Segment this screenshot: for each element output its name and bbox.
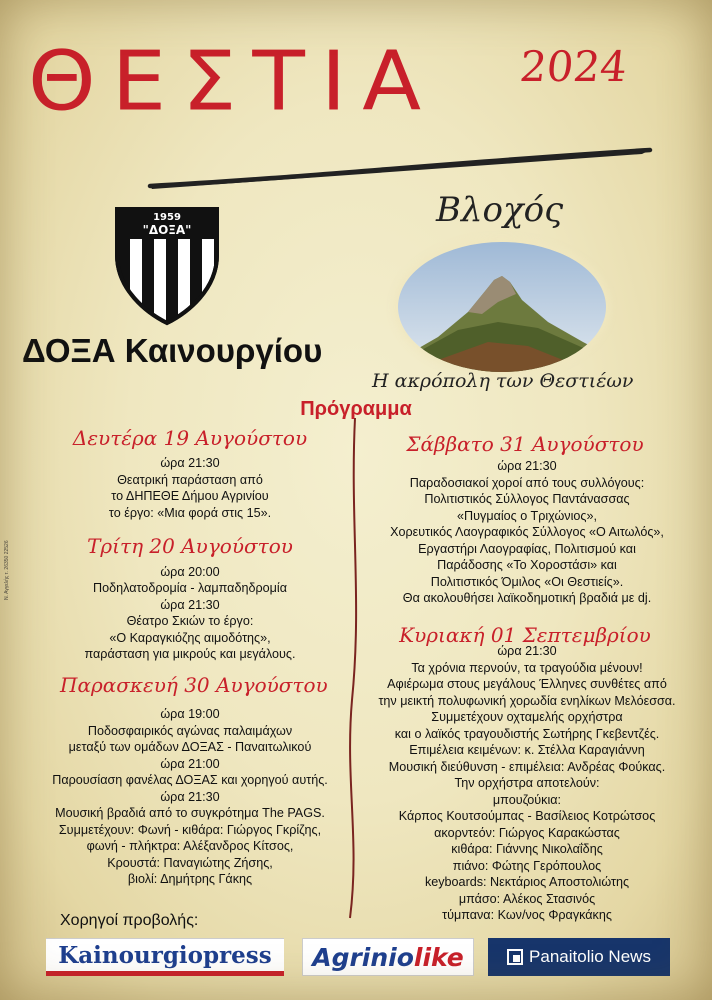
day-line: το ΔΗΠΕΘΕ Δήμου Αγρινίου	[111, 489, 269, 503]
day-line: ώρα 21:30	[160, 790, 220, 804]
day-line: Θέατρο Σκιών το έργο:	[126, 614, 254, 628]
day-line: Πολιτιστικός Σύλλογος Παντάνασσας	[424, 492, 630, 506]
day-line: μεταξύ των ομάδων ΔΟΞΑΣ - Παναιτωλικού	[68, 740, 312, 754]
day-line: την μεικτή πολυφωνική χορωδία ενηλίκων Μελόεσσα.	[378, 694, 676, 708]
day-line: και ο λαϊκός τραγουδιστής Σωτήρης Γκεβεντζές.	[394, 727, 660, 741]
day-heading-tuesday: Τρίτη 20 Αυγούστου	[87, 534, 293, 558]
day-heading-monday: Δευτέρα 19 Αυγούστου	[72, 426, 308, 450]
sponsor-name-part: Agrinio	[312, 942, 414, 972]
day-line: Τα χρόνια περνούν, τα τραγούδια μένουν!	[411, 661, 643, 675]
day-line: Παράδοσης «Το Χοροστάσι» και	[437, 558, 617, 572]
sponsor-name: Panaitolio News	[529, 947, 651, 966]
sponsor-agriniolike-logo	[302, 938, 474, 976]
day-line: τύμπανα: Κων/νος Φραγκάκης	[442, 908, 612, 922]
day-line: Μουσική διεύθυνση - επιμέλεια: Ανδρέας Φούκας.	[388, 760, 666, 774]
day-line: Χορευτικός Λαογραφικός Σύλλογος «Ο Αιτωλός»,	[390, 525, 664, 539]
day-line: Παρουσίαση φανέλας ΔΟΞΑΣ και χορηγού αυτής.	[52, 773, 328, 787]
day-line: μπάσο: Αλέκος Στασινός	[458, 892, 596, 906]
crest-year: 1959	[153, 212, 181, 223]
day-line: Ποδοσφαιρικός αγώνας παλαιμάχων	[87, 724, 293, 738]
day-line: Συμμετέχουν οχταμελής ορχήστρα	[431, 710, 623, 724]
day-line: ώρα 21:30	[160, 598, 220, 612]
day-line: Την ορχήστρα αποτελούν:	[454, 776, 600, 790]
day-line: Συμμετέχουν: Φωνή - κιθάρα: Γιώργος Γκρίζης,	[58, 823, 322, 837]
day-line: μπουζούκια:	[492, 793, 562, 807]
day-line: ώρα 21:30	[497, 459, 557, 473]
day-heading-saturday: Σάββατο 31 Αυγούστου	[406, 432, 644, 456]
day-line: Θεατρική παράσταση από	[117, 473, 263, 487]
sponsor-kainourgiopress-logo	[46, 938, 284, 976]
place-name: Βλοχός	[436, 190, 564, 230]
day-line: βιολί: Δημήτρης Γάκης	[127, 872, 253, 886]
day-line: Αφιέρωμα στους μεγάλους Έλληνες συνθέτες από	[387, 677, 667, 691]
day-line: Επιμέλεια κειμένων: κ. Στέλλα Καραγιάννη	[409, 743, 645, 757]
day-line: ακορντεόν: Γιώργος Καρακώστας	[434, 826, 620, 840]
day-line: ώρα 20:00	[160, 565, 220, 579]
day-line: κιθάρα: Γιάννης Νικολαΐδης	[451, 842, 603, 856]
sponsor-name: Kainourgiopress	[58, 941, 272, 969]
day-line: Κάρπος Κουτσούμπας - Βασίλειος Κοτρώτσος	[398, 809, 656, 823]
sponsor-panaitolio-news-logo	[488, 938, 670, 976]
printer-note: Ν. Αγγελής τ. 26350 22526	[4, 540, 10, 600]
day-line: παράσταση για μικρούς και μεγάλους.	[84, 647, 296, 661]
day-line: το έργο: «Μια φορά στις 15».	[108, 506, 272, 520]
day-line: keyboards: Νεκτάριος Αποστολιώτης	[424, 875, 630, 889]
day-line: «Πυγμαίος ο Τριχώνιος»,	[457, 509, 597, 523]
day-heading-sunday: Κυριακή 01 Σεπτεμβρίου	[399, 623, 651, 647]
day-line: πιάνο: Φώτης Γερόπουλος	[452, 859, 602, 873]
programme-title: Πρόγραμμα	[300, 398, 412, 420]
event-title: ΘΕΣΤΙΑ	[28, 34, 438, 130]
day-line: «Ο Καραγκιόζης αιμοδότης»,	[109, 631, 271, 645]
day-line: ώρα 21:30	[497, 644, 557, 658]
day-line: ώρα 21:30	[160, 456, 220, 470]
panaitolio-square-icon	[507, 949, 523, 965]
day-line: Μουσική βραδιά από το συγκρότημα The PAGS.	[55, 806, 325, 820]
sponsor-name-part: like	[413, 942, 464, 972]
day-line: ώρα 19:00	[160, 707, 220, 721]
day-line: Εργαστήρι Λαογραφίας, Πολιτισμού και	[418, 542, 636, 556]
event-year: 2024	[517, 42, 630, 91]
club-name: ΔΟΞΑ Καινουργίου	[22, 332, 323, 369]
day-line: ώρα 21:00	[160, 757, 220, 771]
day-line: φωνή - πλήκτρα: Αλέξανδρος Κίτσος,	[86, 839, 294, 853]
day-line: Πολιτιστικός Όμιλος «Οι Θεστιείς».	[430, 575, 624, 589]
day-line: Κρουστά: Παναγιώτης Ζήσης,	[107, 856, 273, 870]
day-line: Ποδηλατοδρομία - λαμπαδηδρομία	[93, 581, 287, 595]
sponsors-label: Χορηγοί προβολής:	[60, 912, 199, 929]
photo-caption: Η ακρόπολη των Θεστιέων	[372, 370, 634, 392]
crest-name: "ΔΟΞΑ"	[142, 223, 192, 237]
day-line: Παραδοσιακοί χοροί από τους συλλόγους:	[409, 476, 645, 490]
day-line: Θα ακολουθήσει λαϊκοδημοτική βραδιά με dj.	[402, 591, 652, 605]
day-heading-friday: Παρασκευή 30 Αυγούστου	[60, 673, 328, 697]
